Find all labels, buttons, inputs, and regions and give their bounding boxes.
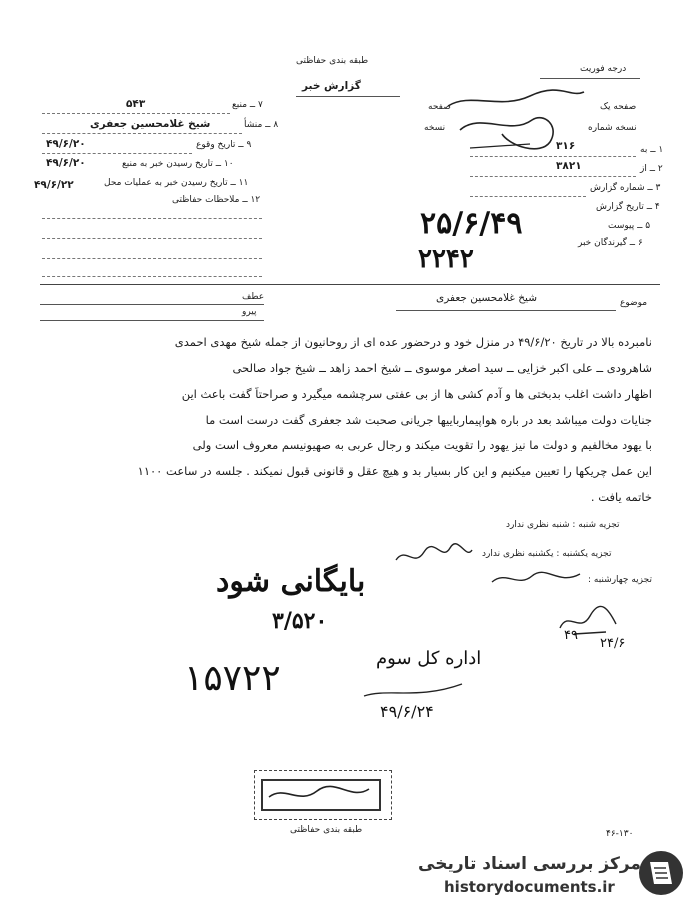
notes-line-1 [42, 218, 262, 219]
security-notes-label: ۱۲ ــ ملاحظات حفاظتی [172, 195, 261, 205]
origin-value: شیخ غلامحسین جعفری [90, 118, 211, 130]
archive-ref: ۳/۵۲۰ [272, 608, 328, 634]
occurrence-date-value: ۴۹/۶/۲۰ [46, 138, 86, 150]
copy-copies-label: نسخه [424, 123, 446, 133]
body-line-7: خاتمه یافت . [590, 490, 652, 504]
handwritten-report-ref: ۲۲۴۲ [418, 244, 474, 274]
received-unit-label: ۱۱ ــ تاریخ رسیدن خبر به عملیات محل [104, 178, 249, 188]
office-underline-scribble [358, 670, 468, 704]
body-line-2: شاهرودی ــ علی اکبر خزایی ــ سید اصغر موسوی ــ شیخ احمد زاهد ــ شیخ جواد صالحی [232, 361, 652, 375]
body-line-1: نامبرده بالا در تاریخ ۴۹/۶/۲۰ در منزل خود و درحضور عده ای از روحانیون از جمله شیخ مهدی احمدی [174, 335, 652, 349]
from-value: ۳۸۲۱ [556, 160, 582, 172]
body-line-5: با یهود مخالفیم و دولت ما نیز یهود را تقویت میکند و رجال عربی به صهیونیسم معروف است ولی [192, 438, 652, 452]
handwritten-scribble-analysis-2 [488, 566, 584, 592]
ref-line [40, 304, 264, 305]
subject-label: موضوع [620, 298, 648, 308]
origin-label: ۸ ــ منشأ [244, 120, 279, 130]
occurrence-date-line [42, 153, 192, 154]
from-label: ۲ ــ از [640, 164, 663, 174]
report-number-label: ۳ ــ شماره گزارش [590, 183, 661, 193]
notes-line-2 [42, 238, 262, 239]
subject-line [396, 310, 616, 311]
body-line-4: جنایات دولت میباشد بعد در باره هواپیمارباییها جریانی صحبت شد جعفری گفت درست است ما [205, 413, 652, 427]
copy-of-label: صفحه یک [600, 102, 637, 112]
received-source-label: ۱۰ ــ تاریخ رسیدن خبر به منبع [122, 159, 234, 169]
form-code: ۴۶-۱۳۰ [606, 829, 634, 839]
copy-page-label: صفحه [428, 102, 451, 112]
office-date: ۴۹/۶/۲۴ [380, 702, 434, 721]
subject-value: شیخ غلامحسین جعفری [436, 292, 537, 304]
report-date-label: ۴ ــ تاریخ گزارش [596, 202, 660, 212]
report-number-line [470, 196, 586, 197]
attachment-label: ۵ ــ پیوست [608, 221, 651, 231]
analysis-line-2: تجزیه یکشنبه : یکشنبه نظری ندارد [482, 549, 612, 559]
receipt-stamp-scribble [265, 781, 375, 807]
received-unit-value: ۴۹/۶/۲۲ [34, 179, 74, 191]
logo-url: historydocuments.ir [444, 878, 615, 896]
form-title: گزارش خبر [302, 80, 361, 92]
handwritten-scribble-analysis [392, 538, 476, 572]
archive-logo-icon [636, 848, 686, 898]
office-note: اداره کل سوم [376, 648, 482, 669]
signature-number: ۴۹ [564, 628, 578, 643]
received-source-value: ۴۹/۶/۲۰ [46, 157, 86, 169]
handwritten-big-number: ۱۵۷۲۲ [184, 658, 281, 699]
to-line [470, 156, 636, 157]
notes-line-4 [42, 276, 262, 277]
source-line [42, 113, 230, 114]
handwritten-report-date: ۲۵/۶/۴۹ [420, 206, 523, 241]
to-value: ۳۱۶ [556, 140, 576, 152]
urgency-degree: درجه فوریت [580, 64, 627, 74]
body-line-6: این عمل چریکها را تعیین میکنیم و این کار بسیار بد و هیچ عقل و قانونی قبول نمیکند . جلسه در ساعت ۱۱۰۰ [137, 464, 652, 478]
logo-name: مرکز بررسی اسناد تاریخی [418, 854, 641, 874]
top-classification: طبقه بندی حفاظتی [296, 56, 369, 66]
recipients-label: ۶ ــ گیرندگان خبر [578, 238, 643, 248]
source-value: ۵۴۳ [126, 98, 146, 110]
analysis-line-3: تجزیه چهارشنبه : [588, 575, 652, 585]
signature-date: ۲۴/۶ [600, 636, 626, 651]
copy-number-label: نسخه شماره [588, 123, 637, 133]
title-underline [296, 96, 400, 97]
notes-line-3 [42, 258, 262, 259]
body-line-3: اظهار داشت اغلب بدبختی ها و آدم کشی ها از بی عفتی سرچشمه میگیرد و صراحتاً گفت باعث این [181, 387, 652, 401]
ref-label: عطف [242, 292, 265, 302]
occurrence-date-label: ۹ ــ تاریخ وقوع [196, 140, 252, 150]
archive-stamp: بایگانی شود [216, 564, 366, 599]
to-label: ۱ ــ به [640, 145, 664, 155]
bottom-classification: طبقه بندی حفاظتی [290, 825, 363, 835]
follow-label: پیرو [242, 307, 257, 317]
receipt-stamp-box [254, 770, 392, 820]
origin-line [42, 133, 242, 134]
from-line [470, 176, 636, 177]
follow-line [40, 320, 264, 321]
urgency-rule [540, 78, 640, 79]
source-label: ۷ ــ منبع [232, 100, 263, 110]
section-separator [40, 284, 660, 285]
analysis-line-1: تجزیه شنبه : شنبه نظری ندارد [506, 520, 620, 530]
